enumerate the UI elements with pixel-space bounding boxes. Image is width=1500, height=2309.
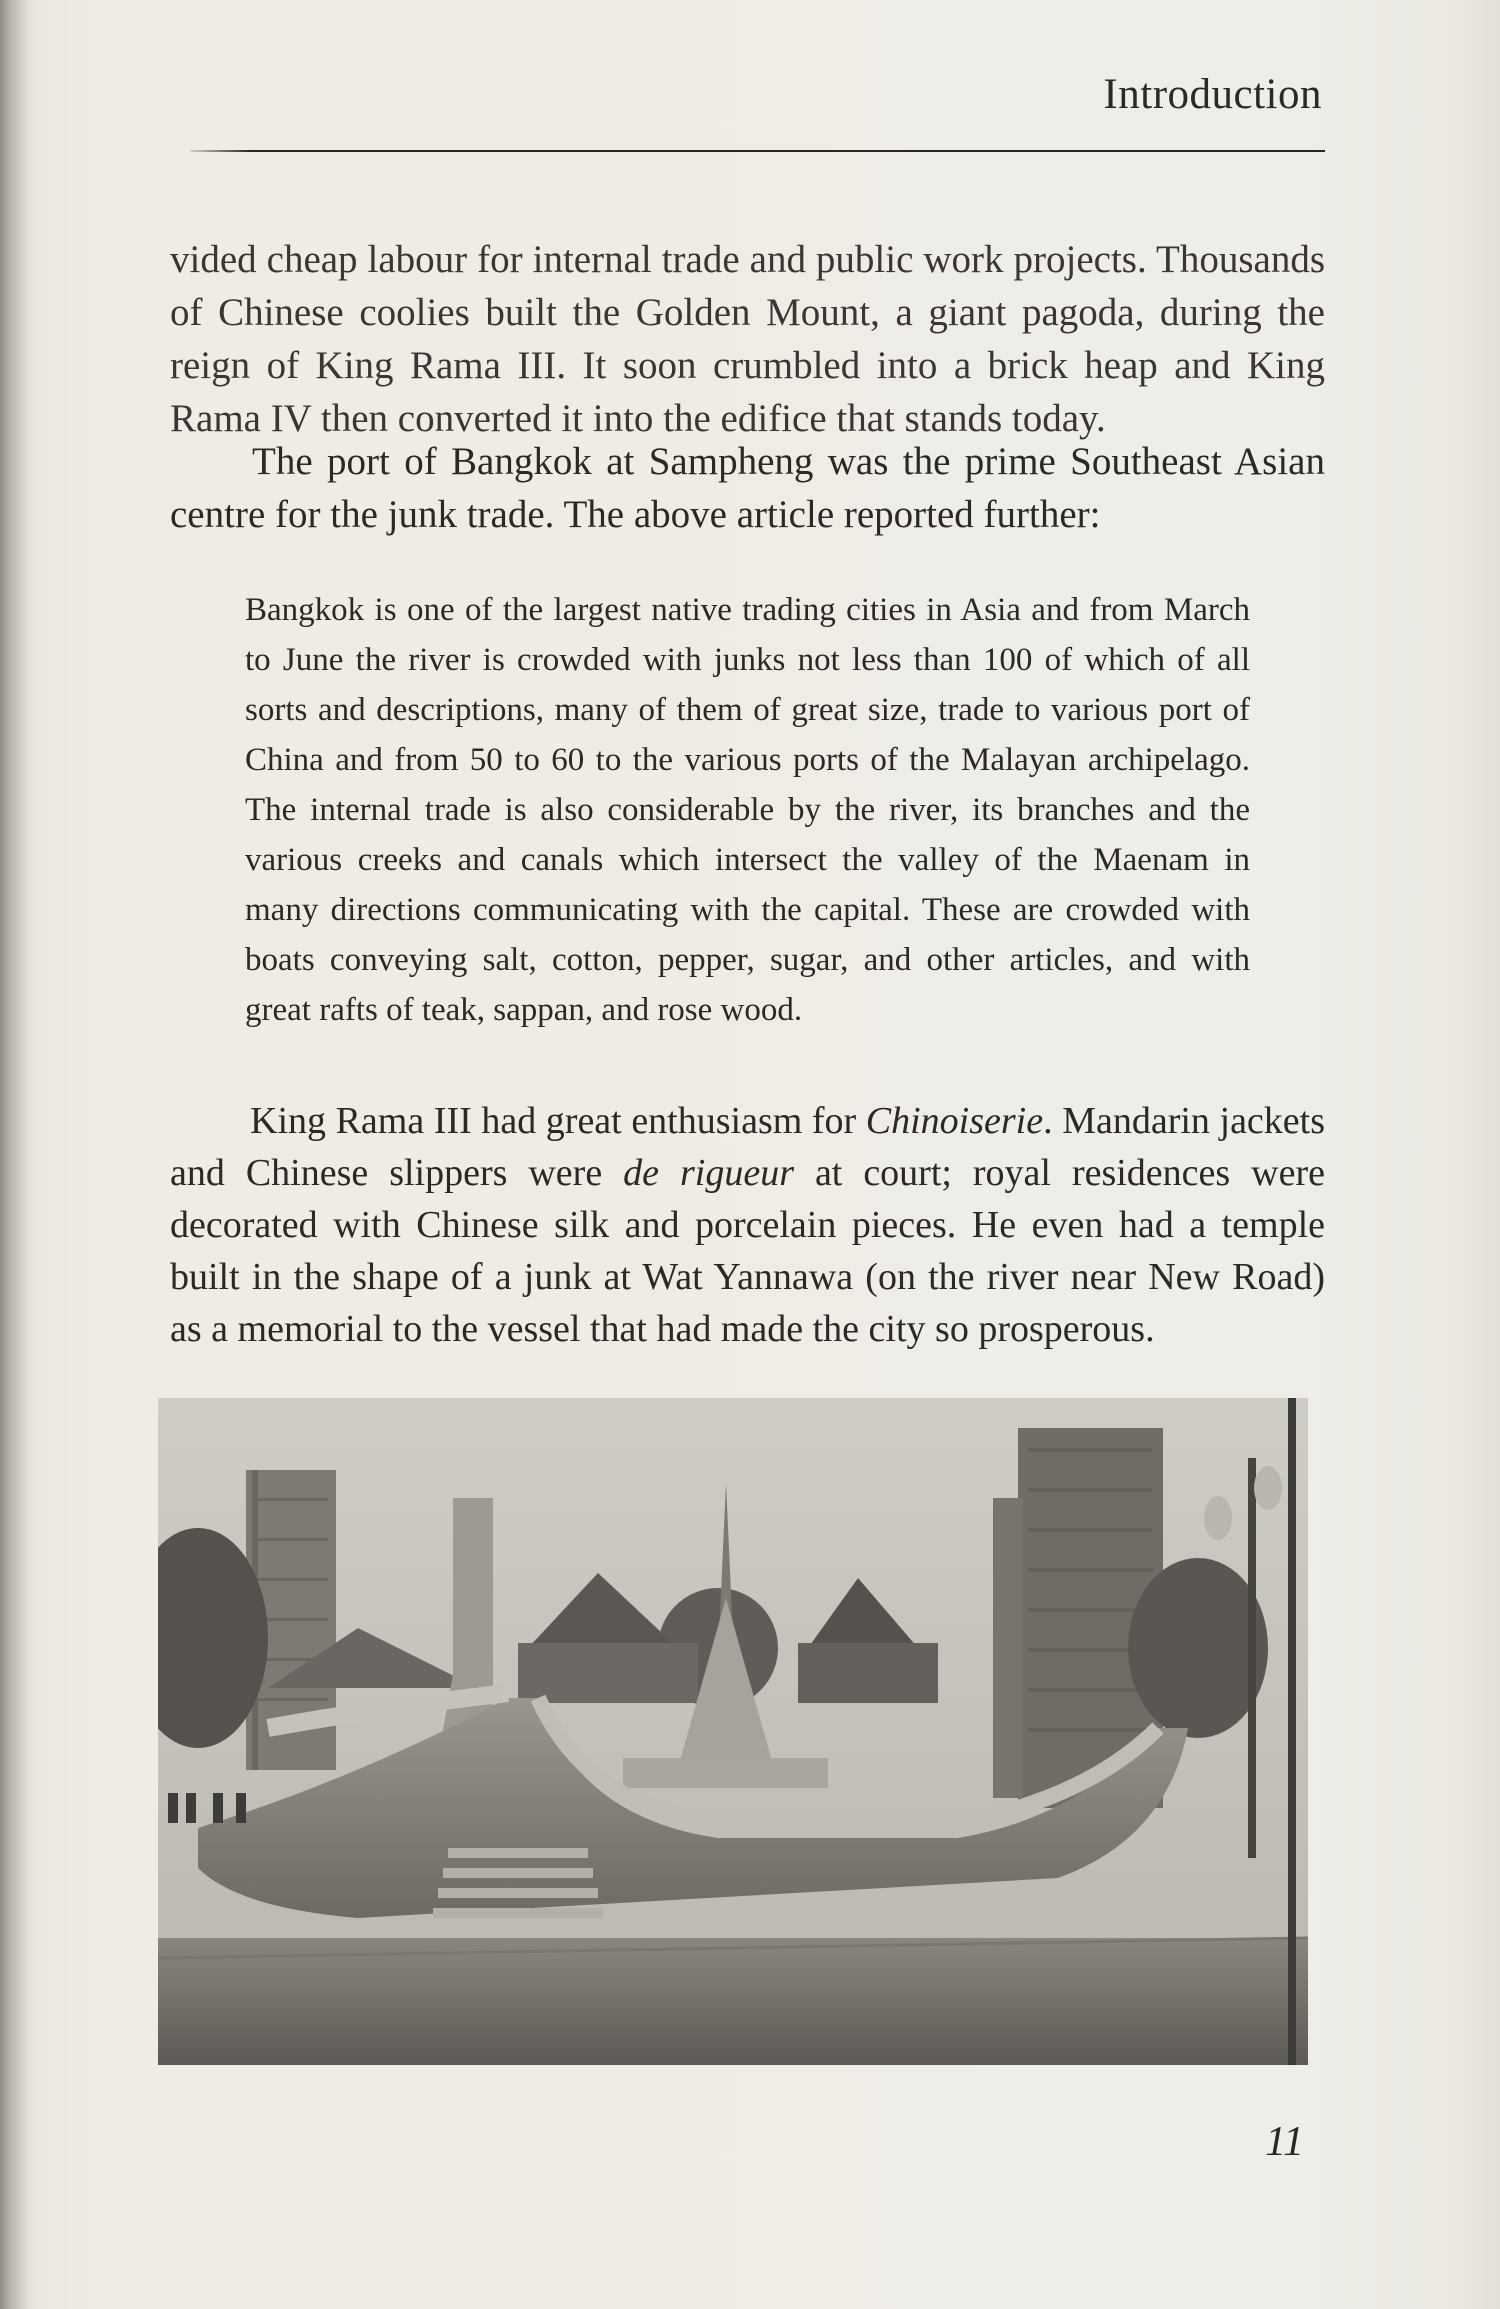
italic-chinoiserie: Chinoiserie [865,1100,1044,1142]
page-number: 11 [1265,2119,1304,2165]
p3-text-a: King Rama III had great enthusiasm for [250,1100,866,1142]
paragraph-continued: vided cheap labour for internal trade and public work projects. Thousands of Chinese coolies built the Golden Mount, a giant pagoda, during the reign of King Rama III. It soon crumbled into a brick heap and King Rama IV then converted it into the edifice that stands today. [170,238,1325,440]
p3-text-b: . Mandarin jackets and Chinese slippers were [170,1100,1326,1194]
paragraph-king-rama-iii [170,1095,1325,1355]
header-rule [190,150,1325,152]
running-head: Introduction [1103,71,1322,118]
block-quotation: Bangkok is one of the largest native trading cities in Asia and from March to June the river is crowded with junks not less than 100 of which of all sorts and descriptions, many of them of great size, trade to various port of China and from 50 to 60 to the various ports of the Malayan archipelago. The internal trade is also considerable by the river, its branches and the various creeks and canals which intersect the valley of the Maenam in many directions communicating with the capital. These are crowded with boats conveying salt, cotton, pepper, sugar, and other articles, and with great rafts of teak, sappan, and rose wood. [245,592,1250,1028]
p3-text-c: at court; royal residences were decorated with Chinese silk and porcelain pieces. He even had a temple built in the shape of a junk at Wat Yannawa (on the river near New Road) as a memorial to the vessel that had made the city so prosperous. [170,1152,1325,1350]
photograph-wat-yannawa [158,1398,1308,2065]
courtyard-ground [158,1938,1308,2065]
italic-de-rigueur: de rigueur [623,1152,794,1194]
paragraph-port-of-bangkok: The port of Bangkok at Sampheng was the prime Southeast Asian centre for the junk trade. The above article reported further: [170,440,1325,536]
photo-illustration [158,1398,1308,2065]
lamp-post [1248,1458,1256,1858]
book-spine-shadow [0,0,28,2309]
